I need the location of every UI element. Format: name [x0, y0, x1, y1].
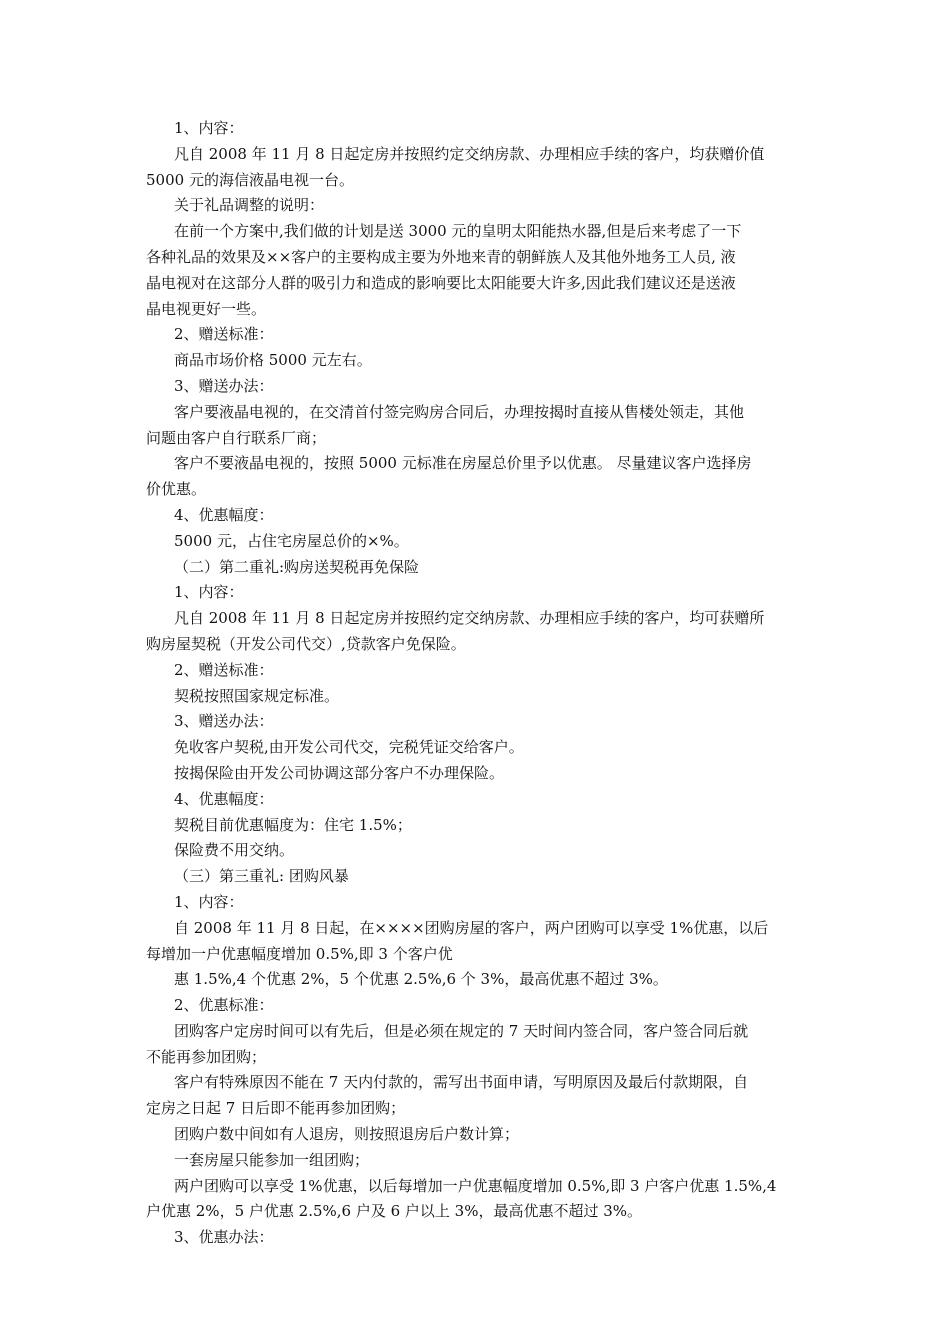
- text-line: 5000 元的海信液晶电视一台。: [146, 170, 354, 189]
- text-line: 凡自 2008 年 11 月 8 日起定房并按照约定交纳房款、办理相应手续的客户，均可获赠所: [174, 609, 765, 628]
- text-line: 购房屋契税（开发公司代交）,贷款客户免保险。: [146, 634, 466, 653]
- text-line: 户优惠 2%，5 户优惠 2.5%,6 户及 6 户以上 3%，最高优惠不超过 3%。: [146, 1202, 643, 1221]
- text-line: 2、优惠标准：: [174, 996, 274, 1015]
- text-line: （二）第二重礼:购房送契税再免保险: [174, 557, 420, 576]
- text-line: 各种礼品的效果及××客户的主要构成主要为外地来青的朝鲜族人及其他外地务工人员, 液: [146, 247, 736, 266]
- text-line: 2、赠送标准：: [174, 660, 274, 679]
- text-line: 5000 元，占住宅房屋总价的×%。: [174, 531, 409, 550]
- text-line: 团购客户定房时间可以有先后，但是必须在规定的 7 天时间内签合同，客户签合同后就: [174, 1021, 749, 1040]
- text-line: 3、赠送办法：: [174, 376, 274, 395]
- text-line: 不能再参加团购；: [146, 1047, 267, 1066]
- text-line: 按揭保险由开发公司协调这部分客户不办理保险。: [174, 763, 505, 782]
- text-line: 每增加一户优惠幅度增加 0.5%,即 3 个客户优: [146, 944, 453, 963]
- text-line: 惠 1.5%,4 个优惠 2%，5 个优惠 2.5%,6 个 3%，最高优惠不超过 3%。: [174, 970, 668, 989]
- text-line: 3、优惠办法：: [174, 1228, 274, 1247]
- text-line: 价优惠。: [146, 480, 207, 499]
- text-line: 1、内容：: [174, 892, 244, 911]
- text-line: 问题由客户自行联系厂商；: [146, 428, 327, 447]
- text-line: （三）第三重礼: 团购风暴: [174, 867, 349, 886]
- text-line: 关于礼品调整的说明：: [174, 196, 325, 215]
- text-line: 4、优惠幅度：: [174, 505, 274, 524]
- text-line: 1、内容：: [174, 583, 244, 602]
- text-line: 3、赠送办法：: [174, 712, 274, 731]
- text-line: 在前一个方案中,我们做的计划是送 3000 元的皇明太阳能热水器,但是后来考虑了一下: [174, 222, 742, 241]
- text-line: 保险费不用交纳。: [174, 841, 295, 860]
- text-line: 凡自 2008 年 11 月 8 日起定房并按照约定交纳房款、办理相应手续的客户，均获赠价值: [174, 144, 765, 163]
- text-line: 客户有特殊原因不能在 7 天内付款的，需写出书面申请，写明原因及最后付款期限，自: [174, 1073, 749, 1092]
- text-line: 1、内容：: [174, 119, 244, 137]
- text-line: 客户不要液晶电视的，按照 5000 元标准在房屋总价里予以优惠。 尽量建议客户选择房: [174, 454, 752, 473]
- text-line: 晶电视更好一些。: [146, 299, 267, 318]
- text-line: 晶电视对在这部分人群的吸引力和造成的影响要比太阳能要大许多,因此我们建议还是送液: [146, 273, 736, 292]
- text-line: 一套房屋只能参加一组团购；: [174, 1150, 370, 1169]
- text-line: 免收客户契税,由开发公司代交，完税凭证交给客户。: [174, 738, 524, 757]
- text-line: 商品市场价格 5000 元左右。: [174, 351, 372, 370]
- text-line: 契税按照国家规定标准。: [174, 686, 340, 705]
- text-line: 自 2008 年 11 月 8 日起，在××××团购房屋的客户，两户团购可以享受 1%优惠，以后: [174, 918, 769, 937]
- text-line: 两户团购可以享受 1%优惠，以后每增加一户优惠幅度增加 0.5%,即 3 户客户优惠 1.5%,4: [174, 1176, 777, 1195]
- text-line: 定房之日起 7 日后即不能再参加团购；: [146, 1099, 406, 1118]
- document-body: [146, 116, 816, 1251]
- text-line: 团购户数中间如有人退房，则按照退房后户数计算；: [174, 1125, 520, 1144]
- text-line: 2、赠送标准：: [174, 325, 274, 344]
- text-line: 契税目前优惠幅度为：住宅 1.5%；: [174, 815, 412, 834]
- text-line: 客户要液晶电视的，在交清首付签完购房合同后，办理按揭时直接从售楼处领走，其他: [174, 402, 745, 421]
- text-line: 4、优惠幅度：: [174, 789, 274, 808]
